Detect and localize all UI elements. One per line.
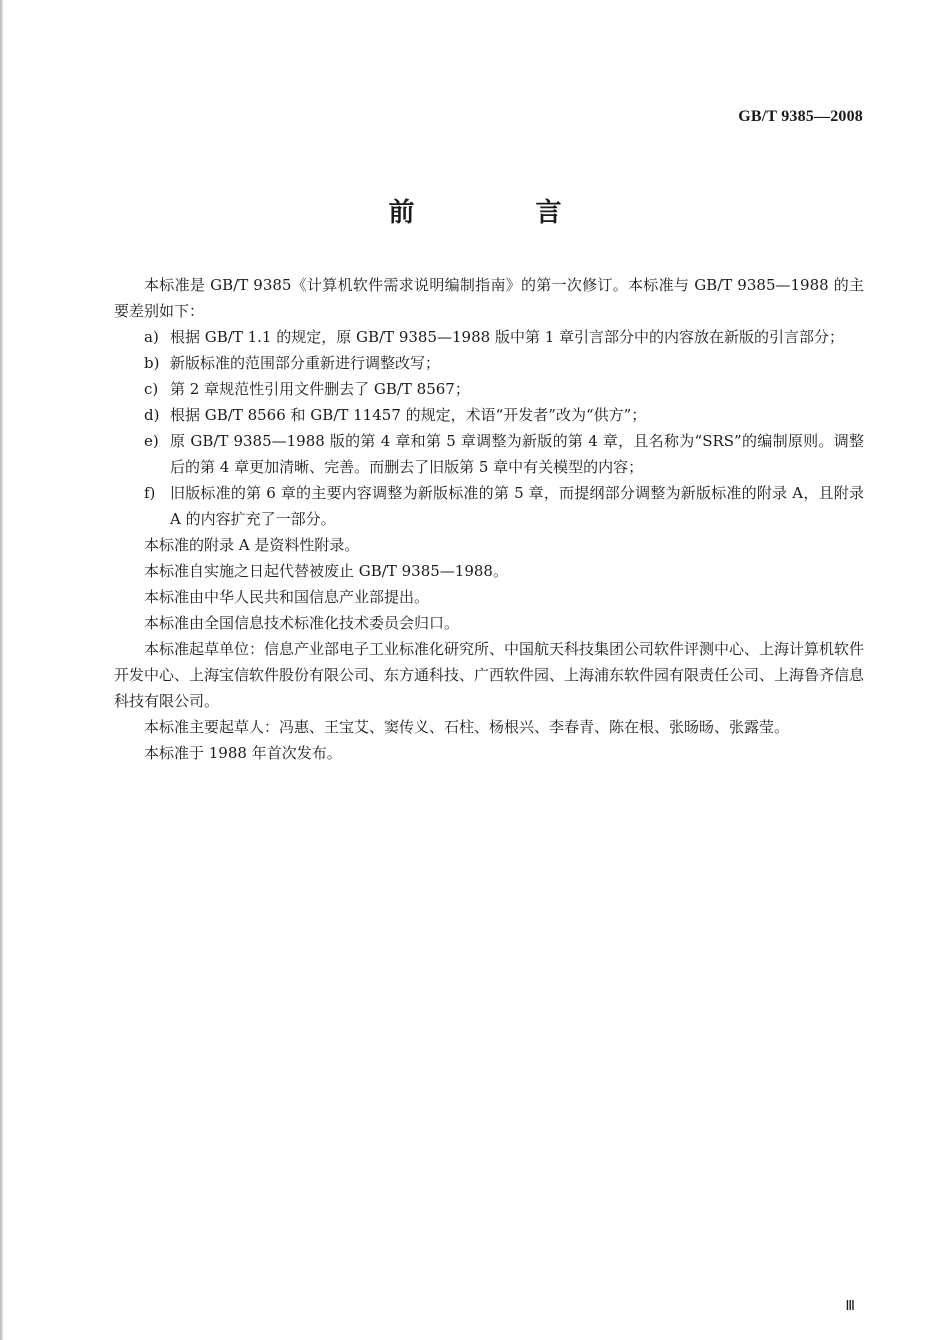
replaces-statement: 本标准自实施之日起代替被废止 GB/T 9385—1988。: [144, 562, 508, 580]
drafting-units-statement: 本标准起草单位：信息产业部电子工业标准化研究所、中国航天科技集团公司软件评测中心、上海计算机软件开发中心、上海宝信软件股份有限公司、东方通科技、广西软件园、上海浦东软件园有限责任公司、上海鲁齐信息科技有限公司。: [114, 640, 865, 710]
list-item: [114, 376, 864, 402]
list-item-label: a): [144, 328, 159, 346]
list-item-label: d): [144, 406, 160, 424]
list-item: [114, 402, 864, 428]
list-item: [114, 480, 864, 532]
list-item-text: 新版标准的范围部分重新进行调整改写；: [170, 354, 441, 372]
list-item: [114, 428, 864, 480]
document-body: [114, 272, 864, 766]
list-item-text: 根据 GB/T 8566 和 GB/T 11457 的规定，术语“开发者”改为“供方”；: [170, 406, 647, 424]
list-item-label: b): [144, 354, 160, 372]
centralized-by-statement: 本标准由全国信息技术标准化技术委员会归口。: [144, 614, 460, 632]
appendix-statement: 本标准的附录 A 是资料性附录。: [144, 536, 360, 554]
proposed-by-statement: 本标准由中华人民共和国信息产业部提出。: [144, 588, 430, 606]
list-item-text: 根据 GB/T 1.1 的规定，原 GB/T 9385—1988 版中第 1 章引言部分中的内容放在新版的引言部分；: [170, 328, 845, 346]
list-item: [114, 350, 864, 376]
page-number: Ⅲ: [845, 1299, 855, 1314]
first-published-statement: 本标准于 1988 年首次发布。: [144, 744, 342, 762]
list-item-label: f): [144, 484, 156, 502]
list-item-text: 旧版标准的第 6 章的主要内容调整为新版标准的第 5 章，而提纲部分调整为新版标准的附录 A，且附录 A 的内容扩充了一部分。: [170, 484, 864, 528]
intro-paragraph: 本标准是 GB/T 9385《计算机软件需求说明编制指南》的第一次修订。本标准与 GB/T 9385—1988 的主要差别如下：: [114, 276, 864, 320]
list-item-text: 原 GB/T 9385—1988 版的第 4 章和第 5 章调整为新版的第 4 章，且名称为“SRS”的编制原则。调整后的第 4 章更加清晰、完善。而删去了旧版第 5 章中有关模型的内容；: [170, 432, 864, 476]
standard-code: GB/T 9385—2008: [738, 108, 863, 125]
page-title: 前 言: [388, 198, 618, 228]
list-item-label: e): [144, 432, 159, 450]
drafters-statement: 本标准主要起草人：冯惠、王宝艾、窦传义、石柱、杨根兴、李春青、陈在根、张旸旸、张露莹。: [144, 718, 790, 736]
list-item-text: 第 2 章规范性引用文件删去了 GB/T 8567；: [170, 380, 470, 398]
list-item-label: c): [144, 380, 159, 398]
list-item: [114, 324, 864, 350]
